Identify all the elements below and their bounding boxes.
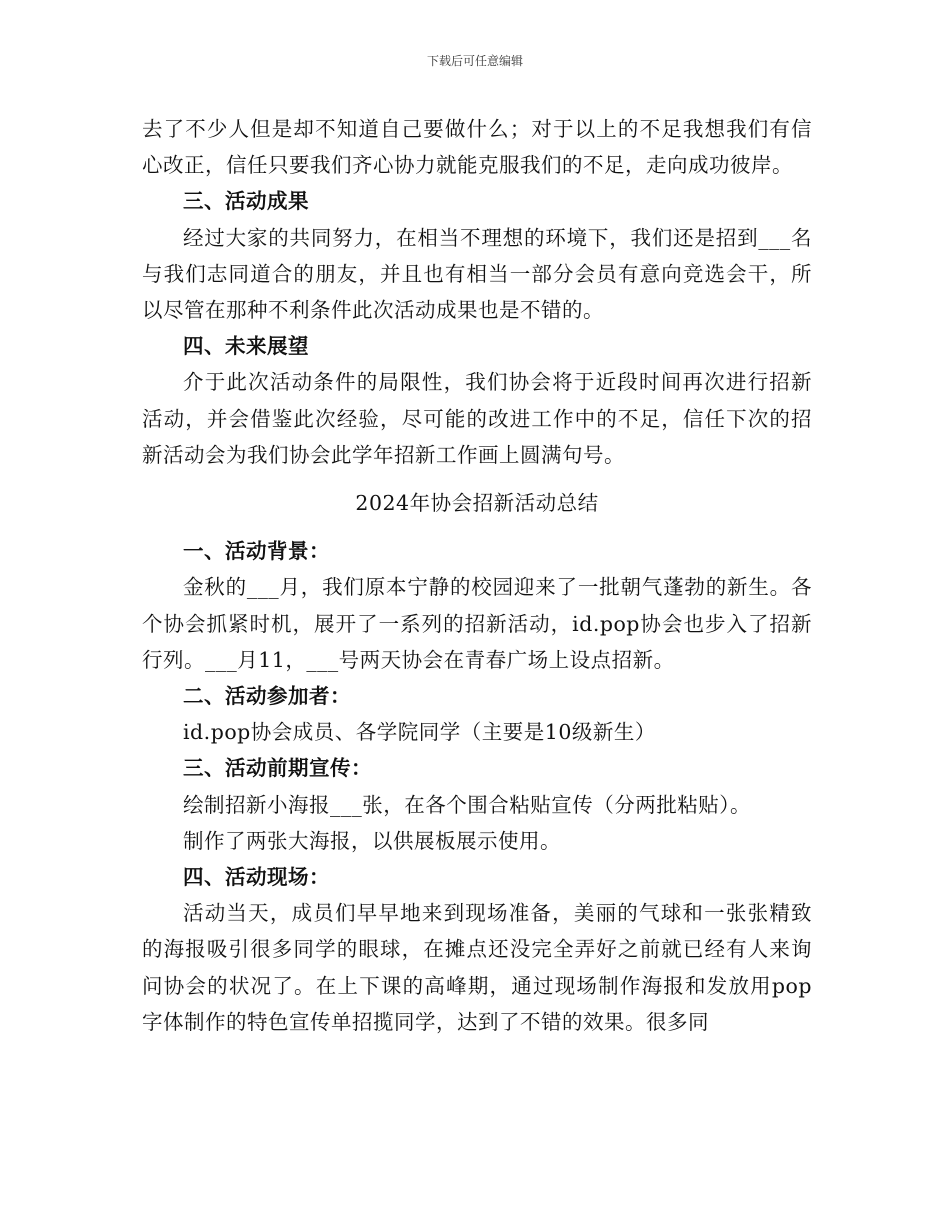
page-header: 下载后可任意编辑 xyxy=(426,54,523,68)
section-heading-background: 一、活动背景： xyxy=(183,539,330,564)
continuation-paragraph: 去了不少人但是却不知道自己要做什么；对于以上的不足我想我们有信心改正，信任只要我们齐心协力就能克服我们的不足，走向成功彼岸。 xyxy=(142,117,812,178)
scene-paragraph: 活动当天，成员们早早地来到现场准备，美丽的气球和一张张精致的海报吸引很多同学的眼球，在摊点还没完全弄好之前就已经有人来询问协会的状况了。在上下课的高峰期，通过现场制作海报和发放用pop字体制作的特色宣传单招揽同学，达到了不错的效果。很多同 xyxy=(142,901,812,1034)
document-title: 2024年协会招新活动总结 xyxy=(355,491,599,516)
promotion-paragraph-2: 制作了两张大海报，以供展板展示使用。 xyxy=(183,828,561,853)
document-body xyxy=(142,111,812,1040)
section-heading-promotion: 三、活动前期宣传： xyxy=(183,756,372,781)
background-paragraph: 金秋的___月，我们原本宁静的校园迎来了一批朝气蓬勃的新生。各个协会抓紧时机，展开了一系列的招新活动，id.pop协会也步入了招新行列。___月11，___号两天协会在青春广场上设点招新。 xyxy=(142,575,812,672)
participants-paragraph: id.pop协会成员、各学院同学（主要是10级新生） xyxy=(183,720,656,745)
section-heading-outlook: 四、未来展望 xyxy=(183,334,309,359)
section-heading-participants: 二、活动参加者： xyxy=(183,684,351,709)
outlook-paragraph: 介于此次活动条件的局限性，我们协会将于近段时间再次进行招新活动，并会借鉴此次经验，尽可能的改进工作中的不足，信任下次的招新活动会为我们协会此学年招新工作画上圆满句号。 xyxy=(142,370,812,467)
section-heading-results: 三、活动成果 xyxy=(183,189,309,214)
results-paragraph: 经过大家的共同努力，在相当不理想的环境下，我们还是招到___名与我们志同道合的朋友，并且也有相当一部分会员有意向竞选会干，所以尽管在那种不利条件此次活动成果也是不错的。 xyxy=(142,225,812,323)
promotion-paragraph-1: 绘制招新小海报___张，在各个围合粘贴宣传（分两批粘贴）。 xyxy=(183,792,751,817)
section-heading-scene: 四、活动现场： xyxy=(183,865,330,890)
